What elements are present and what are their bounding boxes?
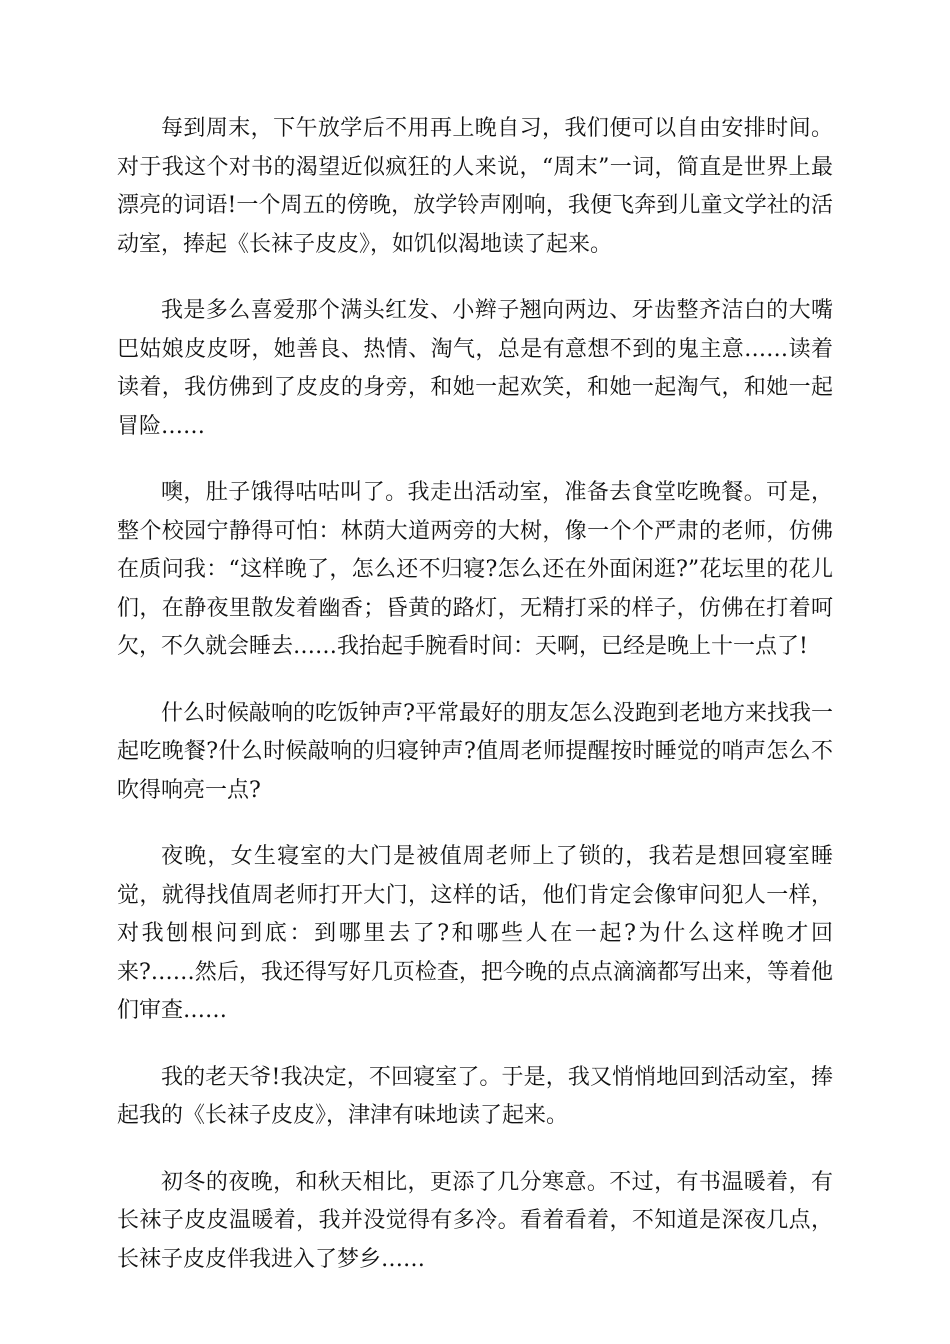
paragraph-2: 我是多么喜爱那个满头红发、小辫子翘向两边、牙齿整齐洁白的大嘴巴姑娘皮皮呀，她善良、热情、淘气，总是有意想不到的鬼主意……读着读着，我仿佛到了皮皮的身旁，和她一起欢笑，和她一起淘气，和她一起冒险…… [117,298,833,439]
paragraph-1: 每到周末，下午放学后不用再上晚自习，我们便可以自由安排时间。对于我这个对书的渴望近似疯狂的人来说，“周末”一词，简直是世界上最漂亮的词语!一个周五的傍晚，放学铃声刚响，我便飞奔到儿童文学社的活动室，捧起《长袜子皮皮》，如饥似渴地读了起来。 [117,116,833,257]
paragraph-6: 我的老天爷!我决定，不回寝室了。于是，我又悄悄地回到活动室，捧起我的《长袜子皮皮》，津津有味地读了起来。 [117,1064,833,1128]
paragraph-3: 噢，肚子饿得咕咕叫了。我走出活动室，准备去食堂吃晚餐。可是，整个校园宁静得可怕：林荫大道两旁的大树，像一个个严肃的老师，仿佛在质问我：“这样晚了，怎么还不归寝?怎么还在外面闲逛?”花坛里的花儿们，在静夜里散发着幽香；昏黄的路灯，无精打采的样子，仿佛在打着呵欠，不久就会睡去……我抬起手腕看时间：天啊，已经是晚上十一点了! [117,480,833,659]
paragraph-5: 夜晚，女生寝室的大门是被值周老师上了锁的，我若是想回寝室睡觉，就得找值周老师打开大门，这样的话，他们肯定会像审问犯人一样，对我刨根问到底：到哪里去了?和哪些人在一起?为什么这样晚才回来?……然后，我还得写好几页检查，把今晚的点点滴滴都写出来，等着他们审查…… [117,844,833,1023]
document-body [117,110,833,1307]
paragraph-4: 什么时候敲响的吃饭钟声?平常最好的朋友怎么没跑到老地方来找我一起吃晚餐?什么时候敲响的归寝钟声?值周老师提醒按时睡觉的哨声怎么不吹得响亮一点? [117,700,833,803]
paragraph-7: 初冬的夜晚，和秋天相比，更添了几分寒意。不过，有书温暖着，有长袜子皮皮温暖着，我并没觉得有多冷。看着看着，不知道是深夜几点，长袜子皮皮伴我进入了梦乡…… [117,1169,833,1272]
